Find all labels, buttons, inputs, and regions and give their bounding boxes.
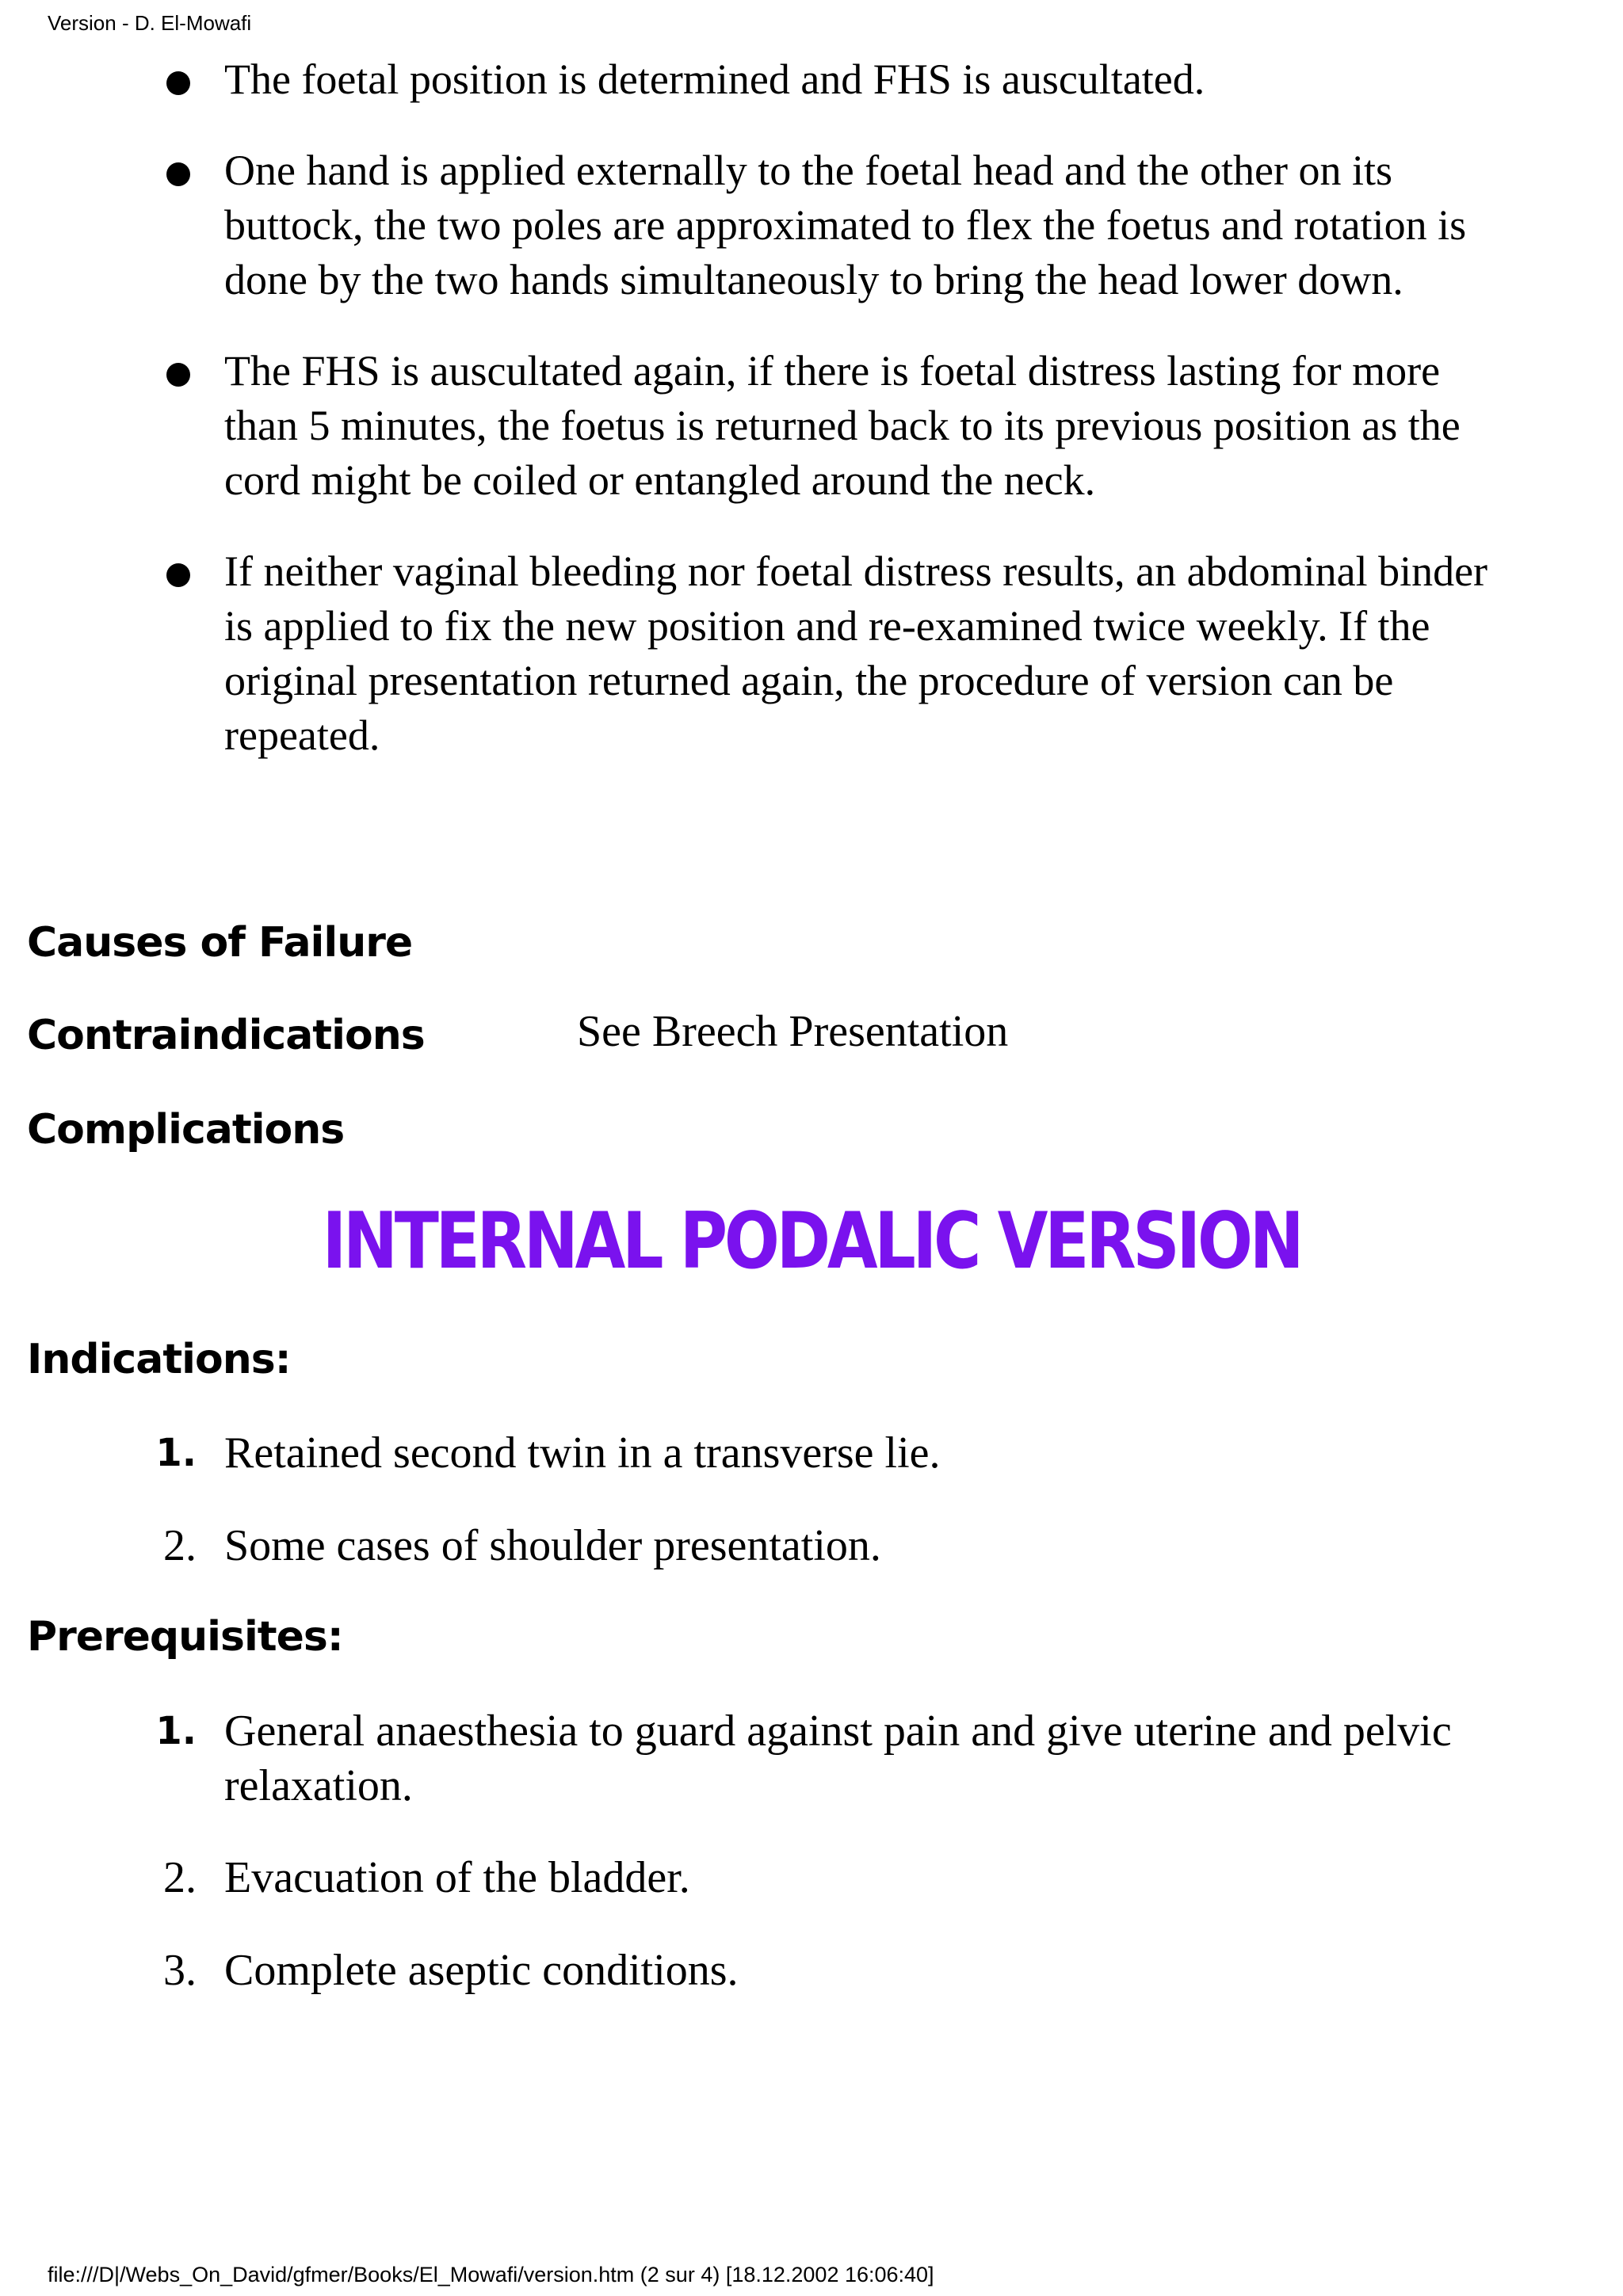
prerequisite-item [0,1851,1623,1905]
procedure-steps-list [0,52,1623,799]
prerequisite-item [0,1943,1623,1998]
page-footer-url: file:///D|/Webs_On_David/gfmer/Books/El_Mowafi/version.htm (2 sur 4) [18.12.2002 16:06:40] [48,2263,934,2286]
page-header: Version - D. El-Mowafi [48,11,252,35]
list-item [0,52,1623,107]
list-number: 1. [155,1431,197,1475]
list-item-text: Complete aseptic conditions. [224,1946,739,1995]
list-item-text: The foetal position is determined and FHS is auscultated. [224,55,1205,103]
indication-item [0,1519,1623,1573]
bullet-icon [166,71,190,95]
list-item [0,544,1623,763]
list-item-text: Retained second twin in a transverse lie. [224,1428,941,1478]
list-item-text: If neither vaginal bleeding nor foetal distress results, an abdominal binder is applied to fix the new position and re-examined twice weekly. If the original presentation returned again, the procedure of version can be repeated. [224,547,1488,759]
list-item-text: Evacuation of the bladder. [224,1853,690,1902]
bullet-icon [166,563,190,587]
indication-item [0,1426,1623,1481]
list-item [0,143,1623,307]
prerequisite-item [0,1704,1623,1814]
bullet-icon [166,363,190,387]
list-number: 2. [163,1521,197,1570]
list-item [0,344,1623,508]
page-title: INTERNAL PODALIC VERSION [322,1196,1301,1287]
complications-heading: Complications [27,1106,345,1154]
causes-of-failure-heading: Causes of Failure [27,919,413,967]
prerequisites-heading: Prerequisites: [27,1613,343,1661]
list-item-text: Some cases of shoulder presentation. [224,1521,881,1570]
list-number: 3. [163,1946,197,1995]
bullet-icon [166,162,190,186]
list-item-text: General anaesthesia to guard against pain and give uterine and pelvic relaxation. [224,1707,1452,1810]
list-number: 2. [163,1853,197,1902]
see-breech-link-text: See Breech Presentation [577,1007,1009,1056]
list-item-text: One hand is applied externally to the foetal head and the other on its buttock, the two poles are approximated to flex the foetus and rotation is done by the two hands simultaneously to bring the head lower down. [224,147,1467,303]
list-item-text: The FHS is auscultated again, if there is foetal distress lasting for more than 5 minutes, the foetus is returned back to its previous position as the cord might be coiled or entangled around the neck. [224,347,1461,504]
list-number: 1. [155,1709,197,1753]
indications-heading: Indications: [27,1336,291,1383]
contraindications-heading: Contraindications [27,1012,425,1059]
